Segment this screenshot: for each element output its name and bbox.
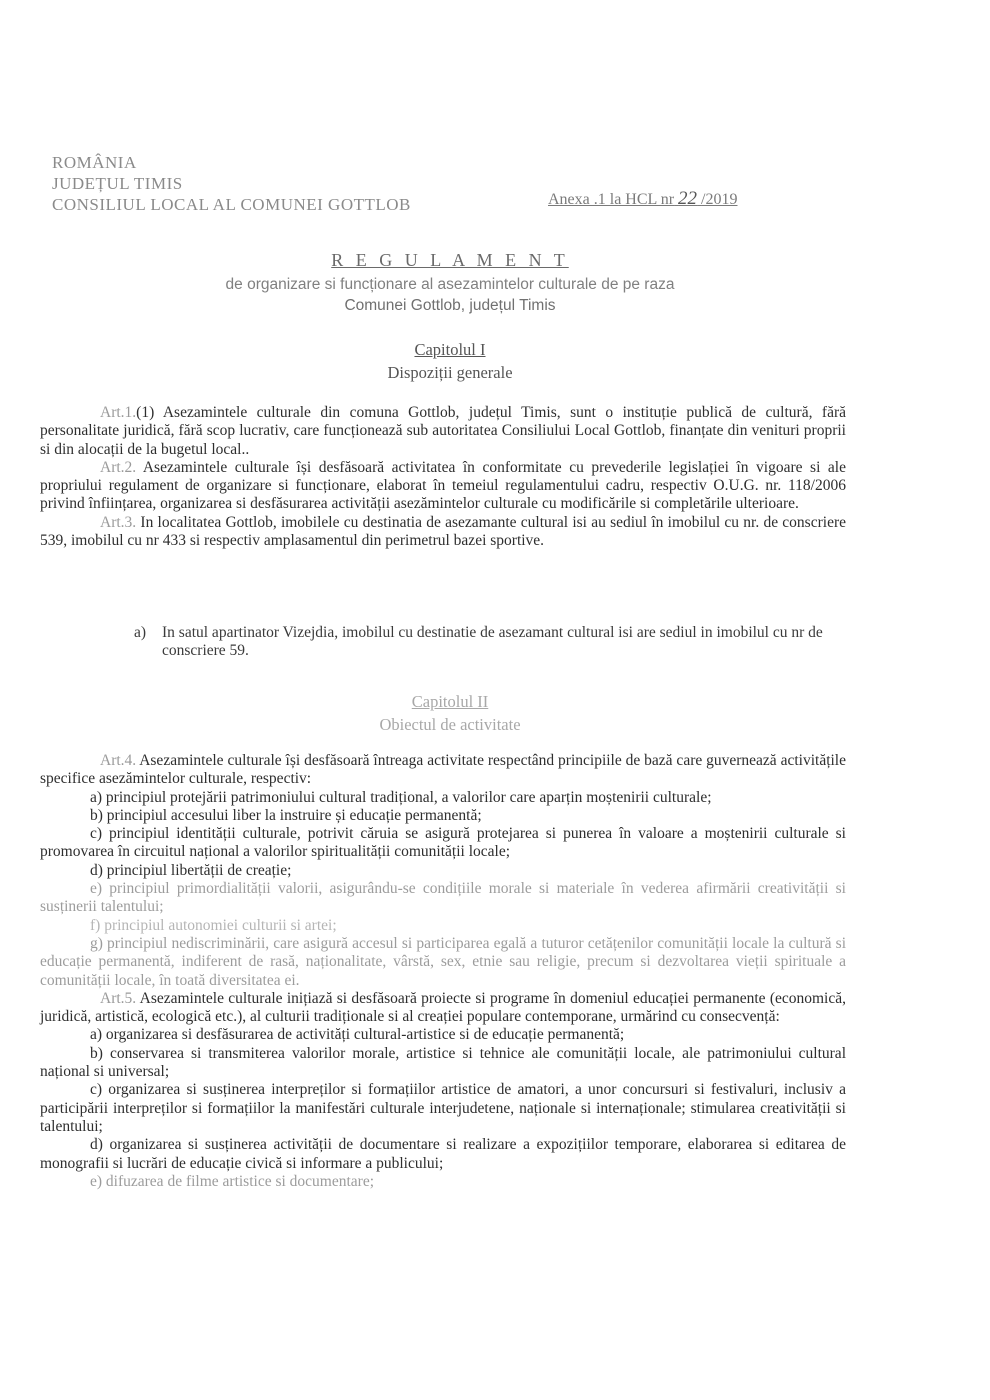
chapter2-articles: [40, 752, 846, 1191]
issuer-header: [52, 152, 411, 215]
document-title: R E G U L A M E N T: [331, 250, 569, 270]
annex-prefix: Anexa .1 la HCL nr: [548, 191, 675, 208]
article-3-text: In localitatea Gottlob, imobilele cu destinatia de asezamante cultural isi au sediul în imobilul cu nr. de conscriere 539, imobilul cu nr 433 si respectiv amplasamentul din perimetrul bazei sportive.: [40, 513, 846, 550]
article-4-item: c) principiul identității culturale, potrivit căruia se asigură protejarea si punerea în valoare a moștenirii culturale si promovarea în circuitul național a valorilor spiritualității comunității locale;: [40, 825, 846, 861]
chapter2-title: Capitolul II: [411, 692, 489, 711]
article-1-label: Art.1.: [100, 404, 137, 421]
article-4-item: d) principiul libertății de creație;: [90, 861, 292, 879]
article-5-item: a) organizarea si desfăsurarea de activități cultural-artistice si de educație permanentă;: [90, 1026, 625, 1044]
article-4-item: e) principiul primordialității valorii, asigurându-se condițiile morale si materiale în vederea afirmării creativității si susținerii talentului;: [40, 880, 846, 916]
article-4-label: Art.4.: [100, 752, 137, 769]
article-1: [40, 404, 846, 459]
annex-reference: [548, 188, 738, 210]
chapter1-title: Capitolul I: [414, 340, 486, 359]
article-5-item: d) organizarea si susținerea activității de documentare si realizare a expozițiilor temporare, elaborarea si editarea de monografii si lucrări de educație civică si informare a publicului;: [40, 1136, 846, 1172]
article-5-label: Art.5.: [100, 989, 137, 1007]
chapter2-subtitle: Obiectul de activitate: [379, 715, 521, 734]
article-4-item: a) principiul protejării patrimoniului cultural tradițional, a valorilor care aparțin moștenirii culturale;: [90, 788, 712, 806]
article-4-text: Asezamintele culturale își desfăsoară întreaga activitate respectând principiile de bază care guvernează activitățile specifice asezămintelor culturale, respectiv:: [40, 752, 846, 788]
article-5: [40, 990, 846, 1027]
article-5-item: b) conservarea si transmiterea valorilor morale, artistice si tehnice ale comunității locale, ale patrimoniului cultural național si universal;: [40, 1044, 846, 1081]
article-1-text: (1) Asezamintele culturale din comuna Gottlob, județul Timis, sunt o instituție publică de cultură, fără personalitate juridică, fără scop lucrativ, care funcționează sub autoritatea Consiliului Local Gottlob, finanțate din venituri proprii si din alocații de la bugetul local..: [40, 404, 846, 458]
article-3-label: Art.3.: [100, 513, 137, 531]
article-3-item-a-text: In satul apartinator Vizejdia, imobilul cu destinatie de asezamant cultural isi are sediul in imobilul cu nr de conscriere 59.: [162, 624, 823, 660]
chapter1-subtitle: Dispoziții generale: [387, 363, 513, 382]
document-subtitle-line1: de organizare si funcționare al asezamintelor culturale de pe raza: [225, 276, 675, 293]
annex-year: /2019: [701, 191, 738, 208]
document-subtitle-line2: Comunei Gottlob, județul Timis: [344, 297, 556, 314]
article-3-item-a-label: a): [134, 624, 147, 641]
article-2: [40, 459, 846, 514]
header-country: ROMÂNIA: [52, 153, 137, 172]
article-4-item: f) principiul autonomiei culturii si artei;: [90, 916, 337, 934]
article-4-item: g) principiul nediscriminării, care asigură accesul si participarea egală a tuturor cetățenilor comunității locale la cultură si educație permanentă, indiferent de rasă, naționalitate, vârstă, sex, etnie sau religie, precum si dezvoltarea vieții spirituale a comunității locale, în toată diversitatea ei.: [40, 934, 846, 989]
annex-number: 22: [678, 188, 698, 209]
article-5-item: e) difuzarea de filme artistice si documentare;: [90, 1172, 375, 1190]
article-3: [40, 514, 846, 551]
header-county: JUDEȚUL TIMIS: [52, 174, 183, 193]
chapter1-articles: [40, 404, 846, 550]
article-2-label: Art.2.: [100, 458, 137, 476]
article-4-item: b) principiul accesului liber la instruire și educație permanentă;: [90, 806, 482, 824]
header-council: CONSILIUL LOCAL AL COMUNEI GOTTLOB: [52, 195, 411, 214]
article-5-text: Asezamintele culturale inițiază si desfăsoară proiecte si programe în domeniul educației permanente (economică, juridică, artistică, ecologică etc.), al culturii tradiționale si al creației populare contemporane, urmărind cu consecvență:: [40, 989, 846, 1026]
article-4: [40, 752, 846, 789]
article-2-text: Asezamintele culturale își desfăsoară activitatea în conformitate cu prevederile legislației în vigoare si ale propriului regulament de organizare si funcționare, elaborat în temeiul regulamentului cadru, respectiv O.U.G. nr. 118/2006 privind înființarea, organizarea si desfăsurarea activității asezămintelor culturale cu modificările si completările ulterioare.: [40, 458, 846, 513]
article-3-item-a: [134, 624, 846, 661]
article-5-item: c) organizarea si susținerea interpreților si formațiilor artistice de amatori, a unor concursuri si festivaluri, inclusiv a participării interpreților si formațiilor la manifestări culturale interjudetene, naționale si internaționale; stimularea creativității si talentului;: [40, 1081, 846, 1135]
